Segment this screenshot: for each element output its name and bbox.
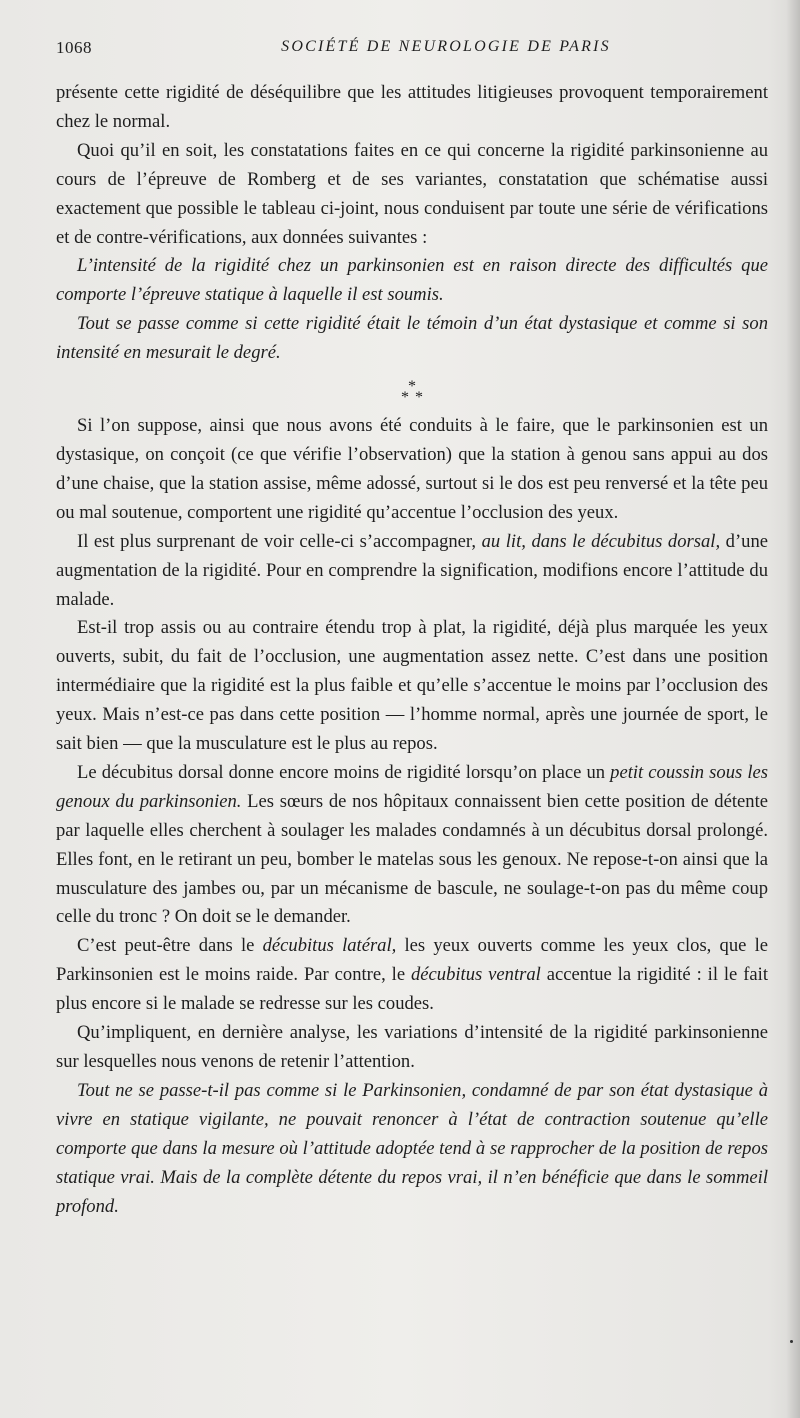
page-header — [56, 38, 776, 62]
paragraph-6 — [56, 528, 768, 615]
paragraph-8 — [56, 759, 768, 932]
paragraph-9 — [56, 932, 768, 1019]
paragraph-7: Est-il trop assis ou au contraire étendu trop à plat, la rigidité, déjà plus marquée les yeux ouverts, subit, du fait de l’occlusion, une augmentation assez nette. C’est dans une position intermédiaire que la rigidité est la plus faible et qu’elle s’accentue le moins par l’occlusion des yeux. Mais n’est-ce pas dans cette position — l’homme normal, après une journée de sport, le sait bien — que la musculature est le plus au repos. — [56, 617, 768, 755]
paragraph-9-text-c: les yeux ouverts comme les yeux clos, que le Parkinsonien est le moins raide. Par contre, le — [56, 935, 768, 986]
paragraph-6-text-c: d’une augmentation de la rigidité. Pour en comprendre la signification, modifions encore l’attitude du malade. — [56, 530, 769, 610]
asterisk-row — [56, 389, 768, 407]
paragraph-9-emphasis-1: décubitus latéral, — [262, 935, 397, 957]
paragraph-4: Tout se passe comme si cette rigidité était le témoin d’un état dystasique et comme si son intensité en mesurait le degré. — [56, 313, 768, 364]
paragraph-2: Quoi qu’il en soit, les constatations faites en ce qui concerne la rigidité parkinsonienne au cours de l’épreuve de Romberg et de ses variantes, constatation que schématise aussi exactement que possible le tableau ci-joint, nous conduisent par toute une série de vérifications et de contre-vérifications, aux données suivantes : — [56, 139, 768, 248]
asterisk-top: * — [408, 378, 416, 396]
paragraph-8-text-c: Les sœurs de nos hôpitaux connaissent bien cette position de détente par laquelle elles cherchent à soulager les malades condamnés à un décubitus dorsal prolongé. Elles font, en le retirant un peu, bomber le matelas sous les genoux. Ne repose-t-on ainsi que la musculature des jambes ou, par un mécanisme de bascule, ne soulage-t-on pas du même coup celle du tronc ? On doit se le demander. — [56, 790, 768, 928]
asterisk-right: * — [415, 389, 423, 407]
section-separator — [56, 368, 768, 412]
paragraph-6-emphasis: au lit, dans le décubitus dorsal, — [481, 530, 721, 552]
page-number: 1068 — [56, 38, 92, 57]
body-text — [56, 79, 768, 1221]
paragraph-6-text-a: Il est plus surprenant de voir celle-ci s’accompagner, — [77, 530, 482, 552]
paragraph-9-text-a: C’est peut-être dans le — [77, 935, 263, 957]
paragraph-9-emphasis-2: décubitus ventral — [410, 964, 541, 986]
paragraph-5: Si l’on suppose, ainsi que nous avons été conduits à le faire, que le parkinsonien est un dystasique, on conçoit (ce que vérifie l’observation) que la station à genou sans appui au dos d’une chaise, que la station assise, même adossé, surtout si le dos est peu renversé et la tête peu ou mal soutenue, comportent une rigidité qu’accentue l’occlusion des yeux. — [56, 415, 768, 523]
paragraph-9-text-e: accentue la rigidité : il le fait plus encore si le malade se redresse sur les coudes. — [56, 964, 768, 1015]
paragraph-10: Qu’impliquent, en dernière analyse, les variations d’intensité de la rigidité parkinsonienne sur lesquelles nous venons de retenir l’attention. — [56, 1022, 768, 1072]
print-speck — [790, 1340, 793, 1343]
asterisk-left: * — [401, 389, 409, 407]
paragraph-1: présente cette rigidité de déséquilibre que les attitudes litigieuses provoquent temporairement chez le normal. — [56, 82, 768, 132]
paragraph-8-emphasis: petit coussin sous les genoux du parkinsonien. — [56, 761, 768, 812]
paragraph-3: L’intensité de la rigidité chez un parkinsonien est en raison directe des difficultés que comporte l’épreuve statique à laquelle il est soumis. — [56, 255, 768, 306]
page-edge-shadow — [786, 0, 800, 1418]
paragraph-11: Tout ne se passe-t-il pas comme si le Parkinsonien, condamné de par son état dystasique à vivre en statique vigilante, ne pouvait renoncer à l’état de contraction soutenue qu’elle comporte que dans la mesure où l’attitude adoptée tend à se rapprocher de la position de repos statique vrai. Mais de la complète détente du repos vrai, il n’en bénéficie que dans le sommeil profond. — [56, 1079, 768, 1217]
paragraph-8-text-a: Le décubitus dorsal donne encore moins de rigidité lorsqu’on place un — [77, 761, 611, 783]
running-title: SOCIÉTÉ DE NEUROLOGIE DE PARIS — [281, 38, 611, 55]
